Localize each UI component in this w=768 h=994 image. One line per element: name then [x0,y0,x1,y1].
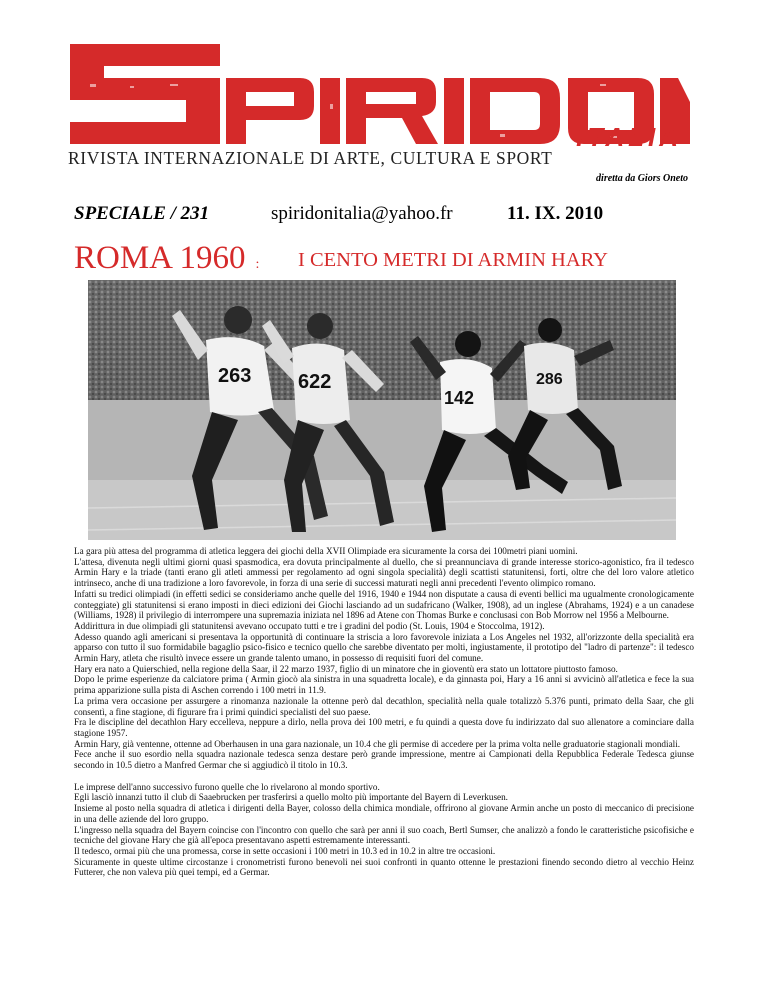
race-photo [88,280,676,540]
issue-date: 11. IX. 2010 [507,203,604,224]
headline-main-text: ROMA 1960 [74,240,246,276]
article-paragraph: Sicuramente in queste ultime circostanze i cronometristi furono benevoli nei suoi confronti in quanto ottenne le prestazioni finendo secondo dietro al vecchio Heinz Futterer, che non valeva più quei tempi, ed a Germar. [74,856,694,878]
bib-142: 142 [444,388,475,408]
article-paragraph: Il tedesco, ormai più che una promessa, corse in sette occasioni i 100 metri in 10.3 ed in 10.2 in altre tre occasioni. [74,845,496,856]
bib-622: 622 [298,371,332,393]
article-paragraph: Addirittura in due olimpiadi gli statunitensi avevano occupato tutti e tre i gradini del podio (St. Louis, 1904 e Stoccolma, 1912). [74,620,545,631]
article-paragraph: Armin Hary, già ventenne, ottenne ad Oberhausen in una gara nazionale, un 10.4 che gli permise di accedere per la prima volta nelle graduatorie stagionali mondiali. [74,738,681,749]
article-paragraph: Dopo le prime esperienze da calciatore prima ( Armin giocò ala sinistra in una squadretta locale), e da ginnasta poi, Hary a 16 anni si avvicinò all'atletica e fece la sua prima apparizione sulla pista di Aschen correndo i 100 metri in 11.9. [74,674,694,696]
bib-263: 263 [218,365,252,387]
article-paragraph: Fra le discipline del decathlon Hary eccelleva, neppure a dirlo, nella prova dei 100 metri, e fu quindi a questa dove fu indirizzato dal suo allenatore a cominciare dalla stagione 1957. [74,717,694,738]
article-paragraph: La gara più attesa del programma di atletica leggera dei giochi della XVII Olimpiade era sicuramente la corsa dei 100metri piani uomini. [74,546,578,556]
article-paragraph: La prima vera occasione per assurgere a rinomanza nazionale la ottenne però dal decathlon, specialità nella quale totalizzò 5.376 punti, primato della Saar, che gli consentì, a fine stagione, di figurare fra i primi quindici specialisti del suo paese. [74,695,694,717]
article-body [74,546,694,878]
bib-286: 286 [536,371,563,388]
article-paragraph: Hary era nato a Quierschied, nella regione della Saar, il 22 marzo 1937, figlio di un minatore che in gioventù era stato un lottatore piuttosto famoso. [74,663,618,674]
masthead [70,44,690,164]
article-paragraph: Fece anche il suo esordio nella squadra nazionale tedesca senza destare però grande impressione, mentre ai Campionati della Repubblica Federale Tedesca giunse secondo in 10.5 dietro a Manfred Germar che si aggiudicò il titolo in 10.3. [74,749,694,771]
headline-sub: I CENTO METRI DI ARMIN HARY [298,249,608,271]
race-photo-illustration [88,280,676,540]
headline-main [74,240,259,277]
director-credit: diretta da Giors Oneto [596,173,688,184]
article-paragraph: Adesso quando agli americani si presentava la opportunità di continuare la striscia a loro favorevole iniziata a Los Angeles nel 1932, all'orizzonte della specialità era apparso con tutto il suo formidabile bagaglio psico-fisico e tecnico quello che sarebbe diventato per molti, ingiustamente, il prototipo del "ladro di partenze": il tedesco Armin Hary, atleta che risultò invece essere un grande talento umano, in possesso di requisiti fuori del comune. [74,631,694,664]
logo-subtitle: ITALIA [576,122,682,152]
article-paragraph: Egli lasciò innanzi tutto il club di Saaebrucken per trasferirsi a quello molto più importante del Bayern di Leverkusen. [74,792,508,803]
article-paragraph: L'ingresso nella squadra del Bayern coincise con l'incontro con quello che sarà per anni il suo coach, Bertl Sumser, che analizzò a fondo le caratteristiche psicofisiche e tecniche del giovane Hary che già all'epoca presentavano aspetti estremamente interessanti. [74,824,694,846]
issue-label: SPECIALE / 231 [74,203,210,224]
paragraph-gap [74,771,694,782]
article-paragraph: L'attesa, divenuta negli ultimi giorni quasi spasmodica, era dovuta principalmente al duello, che si preannunciava di grande interesse storico-agonistico, fra il tedesco Armin Hary e la triade (tanti erano gli atleti ammessi per regolamento ad ogni singola specialità) degli scattisti statunitensi, forti, oltre che del loro valore atletico intrinseco, anche di una tradizione a loro favorevole, in forza di una serie di successi maturati negli anni precedenti l'evento olimpico romano. [74,556,694,589]
article-paragraph: Insieme al posto nella squadra di atletica i dirigenti della Bayer, colosso della chimica mondiale, offrirono al giovane Armin anche un posto di meccanico di precisione in una delle aziende del loro gruppo. [74,803,694,824]
magazine-tagline: RIVISTA INTERNAZIONALE DI ARTE, CULTURA E SPORT [68,148,553,168]
headline-colon: : [255,257,260,272]
article-paragraph: Infatti su tredici olimpiadi (in effetti sedici se consideriamo anche quelle del 1916, 1940 e 1944 non disputate a causa di eventi bellici ma ugualmente cronologicamente conteggiate) gli statunitensi si erano imposti in dieci edizioni dei Giochi lasciando ad un sudafricano (Walker, 1908), ad un inglese (Abrahams, 1924) e a un canadese (Williams, 1928) il privilegio di interrompere una supremazia iniziata nel 1896 ad Atene con Thomas Burke e conclusasi con Bob Morrow nel 1956 a Melbourne. [74,588,694,621]
contact-email[interactable]: spiridonitalia@yahoo.fr [271,203,453,224]
article-paragraph: Le imprese dell'anno successivo furono quelle che lo rivelarono al mondo sportivo. [74,781,380,792]
